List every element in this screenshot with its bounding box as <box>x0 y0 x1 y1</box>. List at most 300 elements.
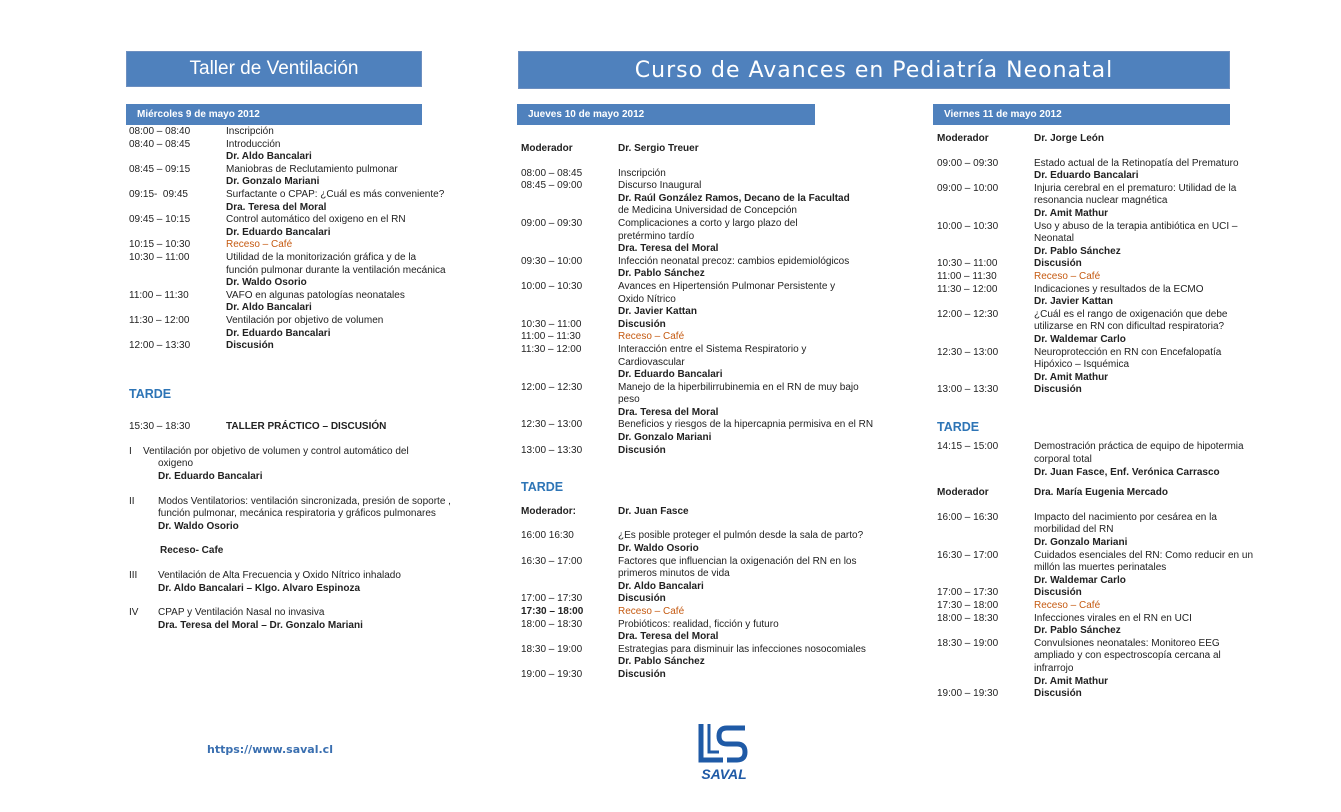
schedule-time: 11:00 – 11:30 <box>937 270 997 282</box>
schedule-desc: Dr. Waldemar Carlo <box>1034 333 1126 345</box>
day3-moderator: Dr. Jorge León <box>1034 133 1105 144</box>
schedule-desc: Utilidad de la monitorización gráfica y de la <box>226 251 417 263</box>
schedule-time <box>521 656 618 669</box>
schedule-time <box>129 328 226 341</box>
schedule-time: 10:00 – 10:30 <box>521 280 583 292</box>
item2-text2: función pulmonar, mecánica respiratoria y gráficos pulmonares <box>158 508 436 520</box>
schedule-desc: peso <box>618 394 640 406</box>
schedule-desc: Cardiovascular <box>618 356 685 368</box>
schedule-time <box>521 631 618 644</box>
schedule-row <box>937 512 1277 525</box>
schedule-row <box>521 218 916 231</box>
schedule-desc: Discusión <box>618 593 666 605</box>
schedule-row <box>129 176 499 189</box>
schedule-time: 10:30 – 11:00 <box>937 258 998 270</box>
schedule-desc: Receso – Café <box>226 239 293 251</box>
schedule-desc: Dr. Amit Mathur <box>1034 207 1109 219</box>
schedule-desc: Dr. Gonzalo Mariani <box>618 432 712 444</box>
schedule-time: 12:00 – 12:30 <box>521 381 583 393</box>
taller-item-4 <box>129 607 499 620</box>
schedule-row <box>937 663 1277 676</box>
schedule-desc: Infecciones virales en el RN en UCI <box>1034 612 1192 624</box>
schedule-desc: Discurso Inaugural <box>618 180 702 192</box>
schedule-time <box>937 170 1034 183</box>
schedule-row <box>521 331 916 344</box>
item4-speaker: Dra. Teresa del Moral – Dr. Gonzalo Mariani <box>158 619 363 631</box>
schedule-desc: Dra. Teresa del Moral <box>618 243 719 255</box>
schedule-time <box>521 306 618 319</box>
schedule-row <box>937 258 1277 271</box>
schedule-row <box>521 168 916 181</box>
schedule-time <box>937 650 1034 663</box>
schedule-row <box>937 625 1277 638</box>
taller-title: TALLER PRÁCTICO – DISCUSIÓN <box>226 421 387 433</box>
schedule-row <box>937 334 1277 347</box>
schedule-row <box>521 593 916 606</box>
schedule-row <box>937 384 1277 397</box>
schedule-time: 09:15- 09:45 <box>129 188 188 200</box>
schedule-row <box>129 239 499 252</box>
schedule-time: 17:30 – 18:00 <box>937 600 999 611</box>
schedule-time <box>521 231 618 244</box>
schedule-desc: de Medicina Universidad de Concepción <box>618 205 797 217</box>
schedule-row <box>129 302 499 315</box>
schedule-row <box>521 281 916 294</box>
schedule-row <box>129 214 499 227</box>
schedule-desc: Dr. Gonzalo Mariani <box>1034 537 1128 549</box>
schedule-desc: ampliado y con espectroscopía cercana al <box>1034 650 1221 662</box>
taller-time: 15:30 – 18:30 <box>129 421 191 433</box>
schedule-row <box>937 600 1277 613</box>
schedule-time: 17:00 – 17:30 <box>937 587 999 599</box>
schedule-time <box>521 369 618 382</box>
schedule-desc: Avances en Hipertensión Pulmonar Persistente y <box>618 280 836 292</box>
schedule-time: 12:00 – 13:30 <box>129 340 191 352</box>
schedule-time <box>521 243 618 256</box>
schedule-time: 09:00 – 09:30 <box>937 157 999 169</box>
schedule-row <box>521 205 916 218</box>
schedule-time <box>937 334 1034 347</box>
schedule-desc: Demostración práctica de equipo de hipotermia <box>1034 441 1244 453</box>
schedule-desc: Impacto del nacimiento por cesárea en la <box>1034 511 1217 523</box>
schedule-time: 09:30 – 10:00 <box>521 255 583 267</box>
schedule-time <box>937 524 1034 537</box>
day2-pm-moderator-row <box>521 506 916 519</box>
taller-receso: Receso- Cafe <box>160 545 224 557</box>
schedule-time: 18:00 – 18:30 <box>521 618 583 630</box>
schedule-time <box>521 193 618 206</box>
schedule-desc: Ventilación por objetivo de volumen <box>226 314 384 326</box>
day2-tarde-label: TARDE <box>521 480 564 495</box>
schedule-desc: Dr. Eduardo Bancalari <box>1034 170 1139 182</box>
item4-num: IV <box>129 607 139 619</box>
schedule-row <box>129 126 499 139</box>
schedule-time: 11:30 – 12:00 <box>129 314 190 326</box>
schedule-row <box>937 246 1277 259</box>
schedule-time: 10:15 – 10:30 <box>129 239 191 251</box>
schedule-desc: corporal total <box>1034 454 1092 466</box>
schedule-row <box>129 265 499 278</box>
schedule-desc: Dr. Gonzalo Mariani <box>226 176 320 188</box>
schedule-desc: Dr. Pablo Sánchez <box>618 268 705 280</box>
schedule-row <box>521 344 916 357</box>
schedule-row <box>937 467 1277 480</box>
schedule-desc: Dr. Javier Kattan <box>618 306 697 318</box>
schedule-time: 12:00 – 12:30 <box>937 308 999 320</box>
schedule-row <box>129 151 499 164</box>
schedule-time: 11:30 – 12:00 <box>937 283 998 295</box>
schedule-row <box>937 575 1277 588</box>
schedule-desc: Dr. Eduardo Bancalari <box>226 327 331 339</box>
schedule-desc: Introducción <box>226 138 281 150</box>
day2-pm-moderator-label: Moderador: <box>521 505 576 517</box>
schedule-desc: Receso – Café <box>1034 270 1101 282</box>
schedule-row <box>937 158 1277 171</box>
schedule-time: 16:00 – 16:30 <box>937 511 999 523</box>
schedule-desc: Receso – Café <box>618 606 685 617</box>
schedule-desc: Injuria cerebral en el prematuro: Utilidad de la <box>1034 182 1237 194</box>
schedule-desc: Dr. Amit Mathur <box>1034 675 1109 687</box>
item1-text: Ventilación por objetivo de volumen y control automático del <box>143 445 409 457</box>
schedule-row <box>937 296 1277 309</box>
item4-text: CPAP y Ventilación Nasal no invasiva <box>158 607 325 619</box>
item2-num: II <box>129 495 135 507</box>
schedule-row <box>521 256 916 269</box>
schedule-row <box>521 669 916 682</box>
item3-speaker: Dr. Aldo Bancalari – Klgo. Alvaro Espinoza <box>158 582 361 594</box>
schedule-time <box>521 268 618 281</box>
schedule-row <box>521 407 916 420</box>
schedule-row <box>521 581 916 594</box>
schedule-desc: Dr. Waldemar Carlo <box>1034 574 1126 586</box>
schedule-row <box>521 543 916 556</box>
schedule-time <box>937 296 1034 309</box>
schedule-row <box>937 321 1277 334</box>
schedule-desc: Surfactante o CPAP: ¿Cuál es más conveniente? <box>226 188 445 200</box>
schedule-desc: Cuidados esenciales del RN: Como reducir en un <box>1034 549 1254 561</box>
schedule-time <box>937 359 1034 372</box>
schedule-row <box>937 613 1277 626</box>
schedule-row <box>521 357 916 370</box>
schedule-desc: Estado actual de la Retinopatía del Prematuro <box>1034 157 1239 169</box>
schedule-time: 08:45 – 09:00 <box>521 180 583 192</box>
schedule-desc: morbilidad del RN <box>1034 524 1114 536</box>
schedule-desc: pretérmino tardío <box>618 230 695 242</box>
schedule-time <box>937 537 1034 550</box>
schedule-time: 17:00 – 17:30 <box>521 593 583 605</box>
schedule-time: 18:30 – 19:00 <box>937 637 999 649</box>
schedule-time <box>937 454 1034 467</box>
schedule-desc: utilizarse en RN con dificultad respiratoria? <box>1034 321 1225 333</box>
schedule-row <box>521 445 916 458</box>
schedule-row <box>521 382 916 395</box>
schedule-time <box>937 663 1034 676</box>
schedule-time: 11:00 – 11:30 <box>521 331 581 343</box>
schedule-desc: Discusión <box>618 444 666 456</box>
schedule-time <box>937 575 1034 588</box>
schedule-row <box>937 550 1277 563</box>
schedule-row <box>937 221 1277 234</box>
taller-item-2 <box>129 496 499 509</box>
curso-banner: Curso de Avances en Pediatría Neonatal <box>518 51 1230 89</box>
schedule-time: 19:00 – 19:30 <box>937 688 999 700</box>
taller-item-3 <box>129 570 499 583</box>
schedule-row <box>521 432 916 445</box>
schedule-desc: Inscripción <box>226 126 274 137</box>
schedule-time <box>129 302 226 315</box>
schedule-row <box>521 656 916 669</box>
schedule-time: 14:15 – 15:00 <box>937 441 999 453</box>
taller-banner: Taller de Ventilación <box>126 51 422 87</box>
day2-pm-schedule <box>521 530 916 681</box>
schedule-row <box>521 568 916 581</box>
day3-pm-schedule <box>937 512 1277 701</box>
schedule-desc: función pulmonar durante la ventilación mecánica <box>226 264 446 276</box>
taller-item-1 <box>129 446 499 459</box>
schedule-desc: Dr. Waldo Osorio <box>618 543 699 555</box>
schedule-desc: Uso y abuso de la terapia antibiótica en UCI – <box>1034 220 1238 232</box>
schedule-time <box>937 625 1034 638</box>
schedule-row <box>129 340 499 353</box>
schedule-row <box>521 306 916 319</box>
saval-logo-text: SAVAL <box>701 766 747 782</box>
schedule-desc: Discusión <box>618 668 666 680</box>
schedule-time: 10:30 – 11:00 <box>129 251 190 263</box>
item2-text: Modos Ventilatorios: ventilación sincronizada, presión de soporte , <box>158 495 451 507</box>
schedule-desc: infrarrojo <box>1034 662 1074 674</box>
schedule-desc: Probióticos: realidad, ficción y futuro <box>618 618 779 630</box>
day3-pm-moderator-label: Moderador <box>937 487 989 499</box>
schedule-time <box>129 277 226 290</box>
item1-num: I <box>129 445 132 457</box>
schedule-desc: Dr. Pablo Sánchez <box>1034 245 1121 257</box>
schedule-time <box>521 394 618 407</box>
schedule-desc: Discusión <box>618 318 666 330</box>
schedule-time <box>937 321 1034 334</box>
day2-pm-moderator: Dr. Juan Fasce <box>618 505 689 517</box>
schedule-desc: Dr. Aldo Bancalari <box>226 302 312 314</box>
schedule-row <box>129 164 499 177</box>
schedule-desc: resonancia nuclear magnética <box>1034 195 1168 207</box>
schedule-time: 16:00 16:30 <box>521 530 574 542</box>
schedule-time <box>129 202 226 215</box>
day3-moderator-label: Moderador <box>937 133 989 144</box>
schedule-row <box>521 530 916 543</box>
schedule-time <box>937 562 1034 575</box>
schedule-row <box>937 587 1277 600</box>
schedule-row <box>521 556 916 569</box>
day2-moderator-label: Moderador <box>521 143 573 154</box>
day3-header: Viernes 11 de mayo 2012 <box>933 104 1230 125</box>
schedule-row <box>521 644 916 657</box>
day3-schedule <box>937 158 1277 397</box>
schedule-desc: Complicaciones a corto y largo plazo del <box>618 217 798 229</box>
schedule-desc: Factores que influencian la oxigenación del RN en los <box>618 555 857 567</box>
schedule-row <box>937 372 1277 385</box>
schedule-row <box>937 233 1277 246</box>
day3-pm-first <box>937 441 1277 479</box>
schedule-time: 12:30 – 13:00 <box>521 419 583 431</box>
schedule-row <box>521 294 916 307</box>
schedule-row <box>521 243 916 256</box>
saval-url[interactable]: https://www.saval.cl <box>207 743 333 756</box>
schedule-desc: Dr. Eduardo Bancalari <box>226 226 331 238</box>
schedule-desc: Infección neonatal precoz: cambios epidemiológicos <box>618 255 850 267</box>
day3-tarde-label: TARDE <box>937 419 980 434</box>
schedule-row <box>937 676 1277 689</box>
schedule-row <box>937 309 1277 322</box>
day3-moderator-row <box>937 133 1277 146</box>
schedule-desc: Interacción entre el Sistema Respiratorio y <box>618 343 807 355</box>
schedule-time <box>521 581 618 594</box>
schedule-row <box>937 650 1277 663</box>
schedule-time: 11:00 – 11:30 <box>129 289 189 301</box>
schedule-desc: VAFO en algunas patologías neonatales <box>226 289 405 301</box>
schedule-time <box>521 432 618 445</box>
schedule-row <box>937 347 1277 360</box>
schedule-time <box>129 151 226 164</box>
schedule-desc: Receso – Café <box>618 331 685 343</box>
schedule-time: 08:45 – 09:15 <box>129 163 191 175</box>
day2-moderator-row <box>521 143 916 156</box>
schedule-desc: Beneficios y riesgos de la hipercapnia permisiva en el RN <box>618 419 874 431</box>
schedule-time: 13:00 – 13:30 <box>937 384 999 396</box>
item3-text: Ventilación de Alta Frecuencia y Oxido Nítrico inhalado <box>158 570 401 582</box>
schedule-desc: Discusión <box>1034 258 1082 270</box>
day2-column <box>521 143 916 682</box>
schedule-desc: Dr. Javier Kattan <box>1034 296 1113 308</box>
schedule-desc: Indicaciones y resultados de la ECMO <box>1034 283 1204 295</box>
schedule-time <box>521 407 618 420</box>
schedule-desc: Dr. Amit Mathur <box>1034 371 1109 383</box>
day2-header: Jueves 10 de mayo 2012 <box>517 104 815 125</box>
schedule-row <box>521 268 916 281</box>
schedule-time <box>521 543 618 556</box>
day3-pm-moderator-row <box>937 487 1277 500</box>
schedule-row <box>937 454 1277 467</box>
schedule-time: 16:30 – 17:00 <box>521 555 583 567</box>
schedule-desc: Dra. Teresa del Moral <box>618 406 719 418</box>
day1-tarde-label: TARDE <box>129 386 172 401</box>
schedule-row <box>937 183 1277 196</box>
schedule-time <box>521 294 618 307</box>
schedule-time: 08:40 – 08:45 <box>129 138 191 150</box>
schedule-time: 18:00 – 18:30 <box>937 612 999 624</box>
schedule-time: 09:00 – 09:30 <box>521 217 583 229</box>
schedule-desc: Oxido Nítrico <box>618 293 676 305</box>
schedule-time: 08:00 – 08:45 <box>521 167 583 179</box>
schedule-desc: Convulsiones neonatales: Monitoreo EEG <box>1034 637 1220 649</box>
schedule-desc: Dr. Eduardo Bancalari <box>618 369 723 381</box>
schedule-row <box>521 394 916 407</box>
schedule-row <box>937 638 1277 651</box>
schedule-desc: Discusión <box>1034 587 1082 599</box>
schedule-desc: ¿Cuál es el rango de oxigenación que debe <box>1034 308 1228 320</box>
schedule-time <box>937 246 1034 259</box>
schedule-row <box>521 193 916 206</box>
schedule-desc: Discusión <box>1034 688 1082 700</box>
schedule-time <box>129 176 226 189</box>
schedule-time <box>937 676 1034 689</box>
schedule-row <box>129 252 499 265</box>
schedule-desc: Discusión <box>226 340 274 352</box>
schedule-time: 09:00 – 10:00 <box>937 182 999 194</box>
schedule-time: 11:30 – 12:00 <box>521 343 582 355</box>
schedule-desc: Dr. Waldo Osorio <box>226 277 307 289</box>
item2-speaker: Dr. Waldo Osorio <box>158 520 239 532</box>
schedule-desc: Discusión <box>1034 384 1082 396</box>
schedule-row <box>937 562 1277 575</box>
schedule-desc: Dr. Aldo Bancalari <box>618 580 704 592</box>
schedule-row <box>129 227 499 240</box>
schedule-desc: Dr. Juan Fasce, Enf. Verónica Carrasco <box>1034 466 1220 478</box>
schedule-desc: Neuroprotección en RN con Encefalopatía <box>1034 346 1222 358</box>
item1-speaker: Dr. Eduardo Bancalari <box>158 471 263 483</box>
schedule-desc: Receso – Café <box>1034 600 1101 611</box>
schedule-desc: Dra. Teresa del Moral <box>618 631 719 643</box>
day1-schedule <box>129 126 499 353</box>
schedule-row <box>129 277 499 290</box>
schedule-row <box>521 419 916 432</box>
saval-logo <box>697 722 751 784</box>
schedule-time: 08:00 – 08:40 <box>129 126 191 137</box>
schedule-row <box>521 319 916 332</box>
schedule-row <box>937 271 1277 284</box>
day2-schedule <box>521 168 916 458</box>
schedule-row <box>937 359 1277 372</box>
schedule-row <box>937 688 1277 701</box>
day3-column <box>937 133 1277 701</box>
schedule-desc: Dra. Teresa del Moral <box>226 201 327 213</box>
schedule-time <box>521 205 618 218</box>
schedule-time <box>129 227 226 240</box>
schedule-time <box>937 233 1034 246</box>
schedule-row <box>129 139 499 152</box>
day3-pm-moderator: Dra. María Eugenia Mercado <box>1034 487 1168 499</box>
schedule-row <box>937 208 1277 221</box>
schedule-desc: Dr. Raúl González Ramos, Decano de la Facultad <box>618 192 850 204</box>
schedule-row <box>937 170 1277 183</box>
schedule-row <box>521 180 916 193</box>
schedule-row <box>937 284 1277 297</box>
schedule-desc: millón las muertes perinatales <box>1034 562 1167 574</box>
schedule-time <box>937 467 1034 480</box>
schedule-row <box>937 524 1277 537</box>
schedule-row <box>129 189 499 202</box>
schedule-time <box>937 208 1034 221</box>
schedule-desc: ¿Es posible proteger el pulmón desde la sala de parto? <box>618 530 864 542</box>
schedule-row <box>521 369 916 382</box>
schedule-time: 19:00 – 19:30 <box>521 668 583 680</box>
schedule-row <box>937 537 1277 550</box>
schedule-desc: primeros minutos de vida <box>618 568 730 580</box>
schedule-row <box>521 231 916 244</box>
schedule-time: 10:00 – 10:30 <box>937 220 999 232</box>
schedule-row <box>129 290 499 303</box>
taller-row <box>129 421 499 434</box>
schedule-time: 16:30 – 17:00 <box>937 549 999 561</box>
schedule-row <box>129 315 499 328</box>
day1-column <box>129 126 499 632</box>
schedule-row <box>129 202 499 215</box>
schedule-time <box>521 357 618 370</box>
schedule-time: 18:30 – 19:00 <box>521 643 583 655</box>
schedule-row <box>129 328 499 341</box>
schedule-time: 17:30 – 18:00 <box>521 606 584 617</box>
schedule-time: 12:30 – 13:00 <box>937 346 999 358</box>
schedule-desc: Estrategias para disminuir las infecciones nosocomiales <box>618 643 866 655</box>
schedule-desc: Maniobras de Reclutamiento pulmonar <box>226 163 398 175</box>
